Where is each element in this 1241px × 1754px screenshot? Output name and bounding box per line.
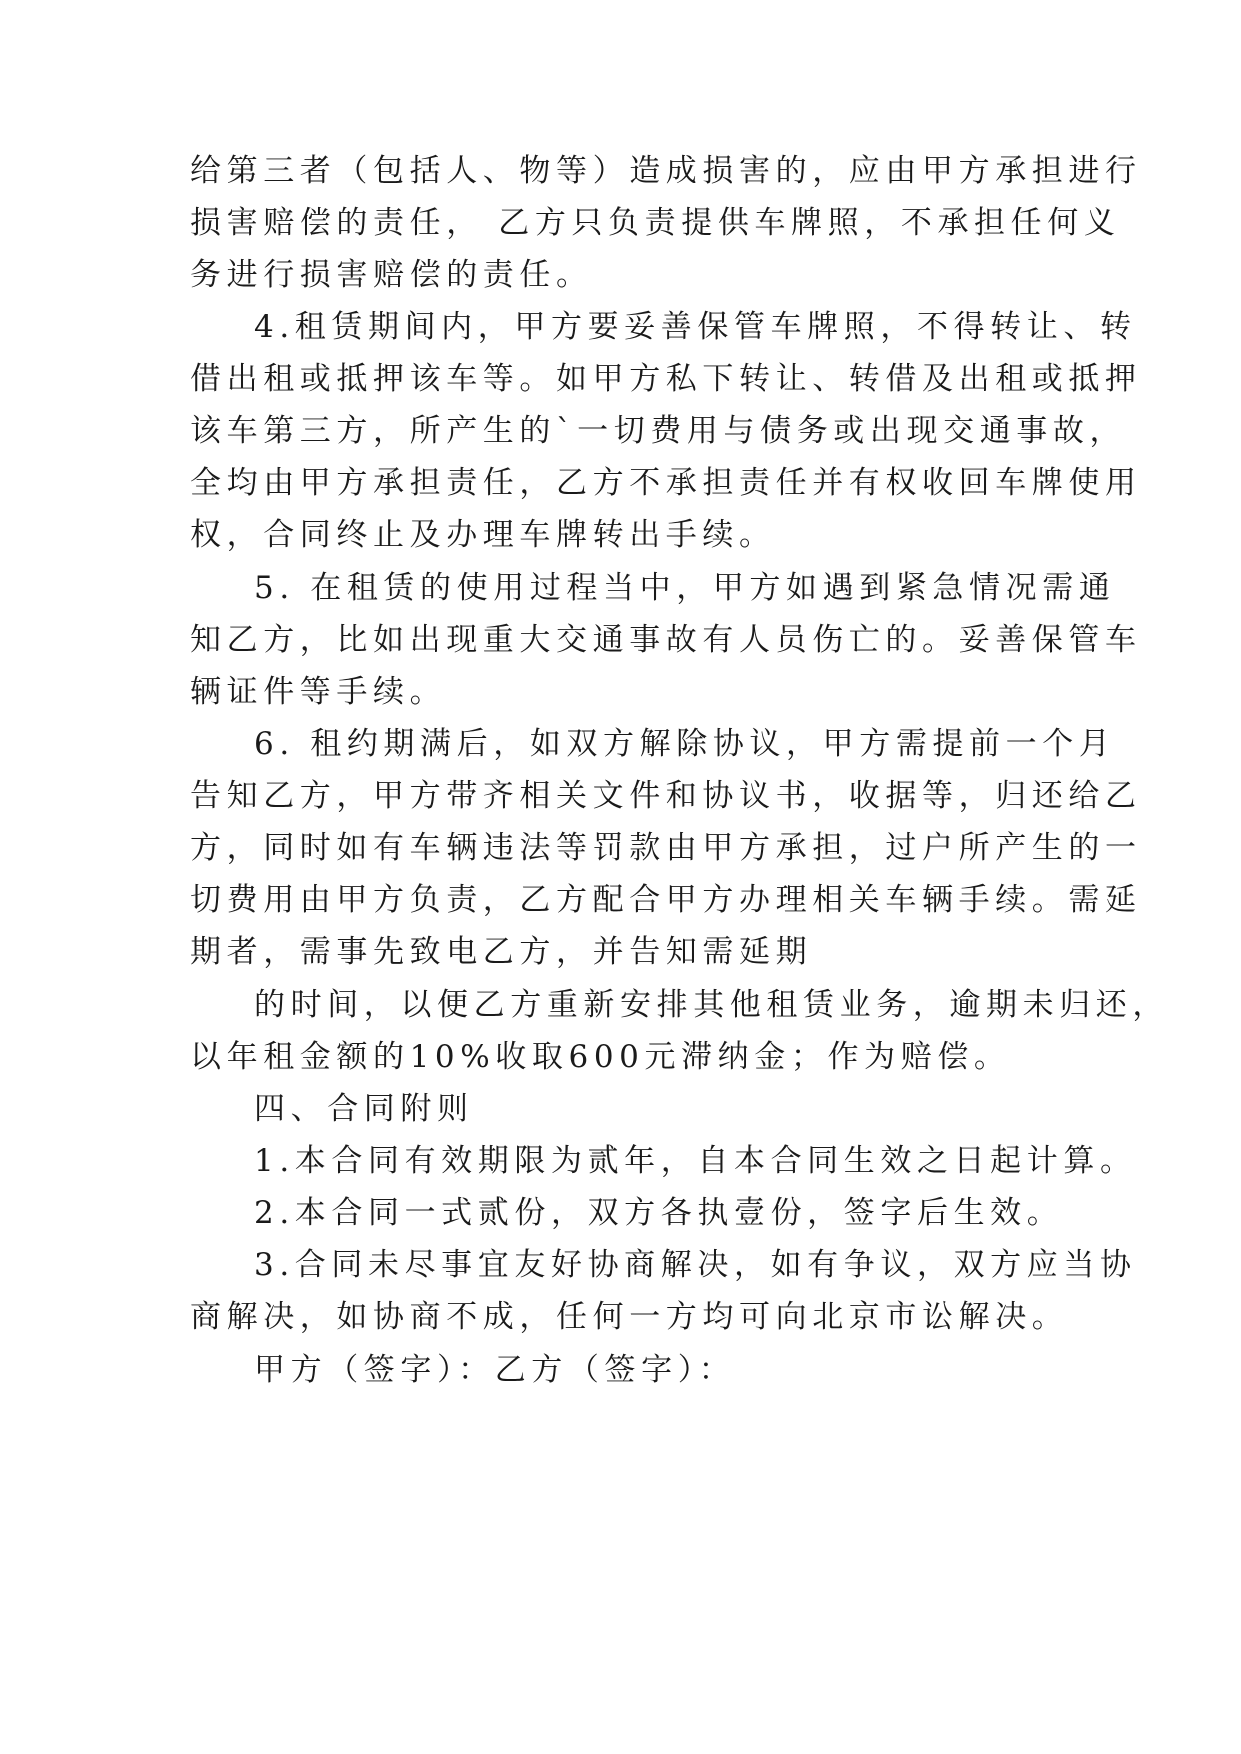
text-line: 切费用由甲方负责，乙方配合甲方办理相关车辆手续。需延	[190, 882, 1142, 918]
text-line: 4.租赁期间内，甲方要妥善保管车牌照，不得转让、转	[254, 309, 1137, 345]
text-line: 以年租金额的10%收取600元滞纳金；作为赔偿。	[190, 1039, 1011, 1075]
signature-line: 甲方（签字）：乙方（签字）：	[254, 1352, 736, 1388]
text-line: 该车第三方，所产生的`一切费用与债务或出现交通事故，	[190, 413, 1127, 449]
section-heading: 四、合同附则	[254, 1091, 474, 1127]
text-line: 全均由甲方承担责任，乙方不承担责任并有权收回车牌使用	[190, 465, 1142, 501]
text-line: 务进行损害赔偿的责任。	[190, 257, 593, 293]
text-line: 2.本合同一式贰份，双方各执壹份，签字后生效。	[254, 1195, 1064, 1231]
text-line: 借出租或抵押该车等。如甲方私下转让、转借及出租或抵押	[190, 361, 1142, 397]
text-line: 1.本合同有效期限为贰年，自本合同生效之日起计算。	[254, 1143, 1137, 1179]
text-line: 方，同时如有车辆违法等罚款由甲方承担，过户所产生的一	[190, 830, 1142, 866]
text-line: 辆证件等手续。	[190, 674, 447, 710]
text-line: 告知乙方，甲方带齐相关文件和协议书，收据等，归还给乙	[190, 778, 1142, 814]
text-line: 的时间，以便乙方重新安排其他租赁业务，逾期未归还，	[254, 987, 1169, 1023]
text-line: 6. 租约期满后，如双方解除协议，甲方需提前一个月	[254, 726, 1116, 762]
text-line: 5. 在租赁的使用过程当中，甲方如遇到紧急情况需通	[254, 570, 1116, 606]
text-line: 期者，需事先致电乙方，并告知需延期	[190, 934, 813, 970]
text-line: 损害赔偿的责任， 乙方只负责提供车牌照，不承担任何义	[190, 205, 1121, 241]
text-line: 知乙方，比如出现重大交通事故有人员伤亡的。妥善保管车	[190, 622, 1142, 658]
text-line: 商解决，如协商不成，任何一方均可向北京市讼解决。	[190, 1299, 1069, 1335]
text-line: 给第三者（包括人、物等）造成损害的，应由甲方承担进行	[190, 153, 1142, 189]
text-line: 3.合同未尽事宜友好协商解决，如有争议，双方应当协	[254, 1247, 1137, 1283]
text-line: 权，合同终止及办理车牌转出手续。	[190, 517, 776, 553]
